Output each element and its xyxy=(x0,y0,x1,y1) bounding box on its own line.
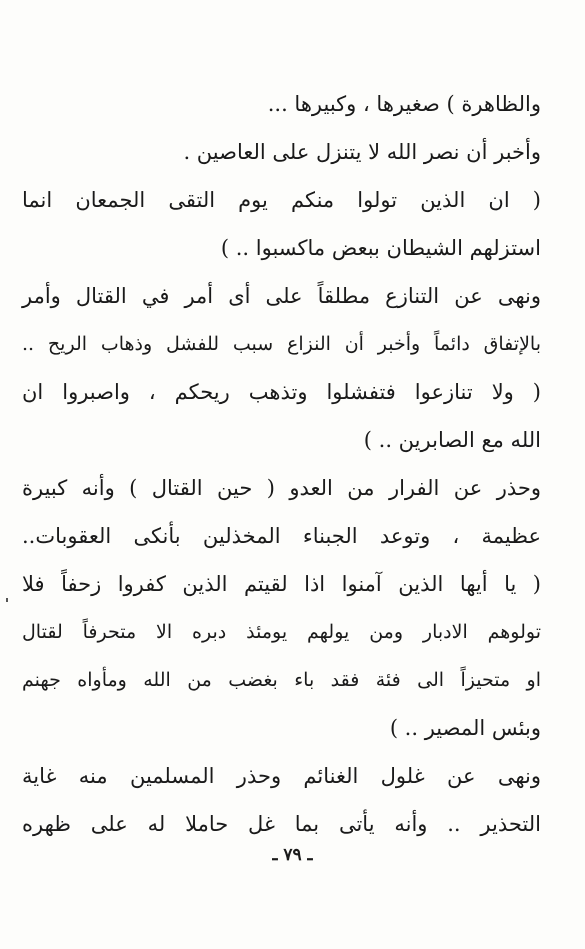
text-line-14: وبئس المصير .. ) xyxy=(389,716,541,740)
text-line-12: تولوهم الادبار ومن يولهم يومئذ دبره الا متحرفاً لقتال xyxy=(22,621,541,643)
text-line-13: او متحيزاً الى فئة فقد باء بغضب من الله ومأواه جهنم xyxy=(22,669,541,691)
text-line-10: عظيمة ، وتوعد الجبناء المخذلين بأنكى العقوبات.. xyxy=(22,524,541,548)
text-line-9: وحذر عن الفرار من العدو ( حين القتال ) وأنه كبيرة xyxy=(22,476,541,500)
text-line-15: ونهى عن غلول الغنائم وحذر المسلمين منه غاية xyxy=(22,764,541,788)
text-line-3: ( ان الذين تولوا منكم يوم التقى الجمعان انما xyxy=(22,188,541,212)
text-line-4: استزلهم الشيطان ببعض ماكسبوا .. ) xyxy=(220,236,541,260)
text-line-8: الله مع الصابرين .. ) xyxy=(363,428,541,452)
text-line-2: وأخبر أن نصر الله لا يتنزل على العاصين . xyxy=(183,140,541,164)
margin-mark xyxy=(6,598,8,602)
text-line-7: ( ولا تنازعوا فتفشلوا وتذهب ريحكم ، واصبروا ان xyxy=(22,380,541,404)
page-number: ـ ٧٩ ـ xyxy=(272,845,313,865)
body-text xyxy=(22,80,541,848)
text-line-11: ( يا أيها الذين آمنوا اذا لقيتم الذين كفروا زحفاً فلا xyxy=(22,572,541,596)
text-line-6: بالإتفاق دائماً وأخبر أن النزاع سبب للفشل وذهاب الريح .. xyxy=(22,333,541,355)
text-line-1: والظاهرة ) صغيرها ، وكبيرها ... xyxy=(267,92,541,116)
text-line-16: التحذير .. وأنه يأتى بما غل حاملا له على ظهره xyxy=(22,812,541,836)
text-line-5: ونهى عن التنازع مطلقاً على أى أمر في القتال وأمر xyxy=(22,284,541,308)
